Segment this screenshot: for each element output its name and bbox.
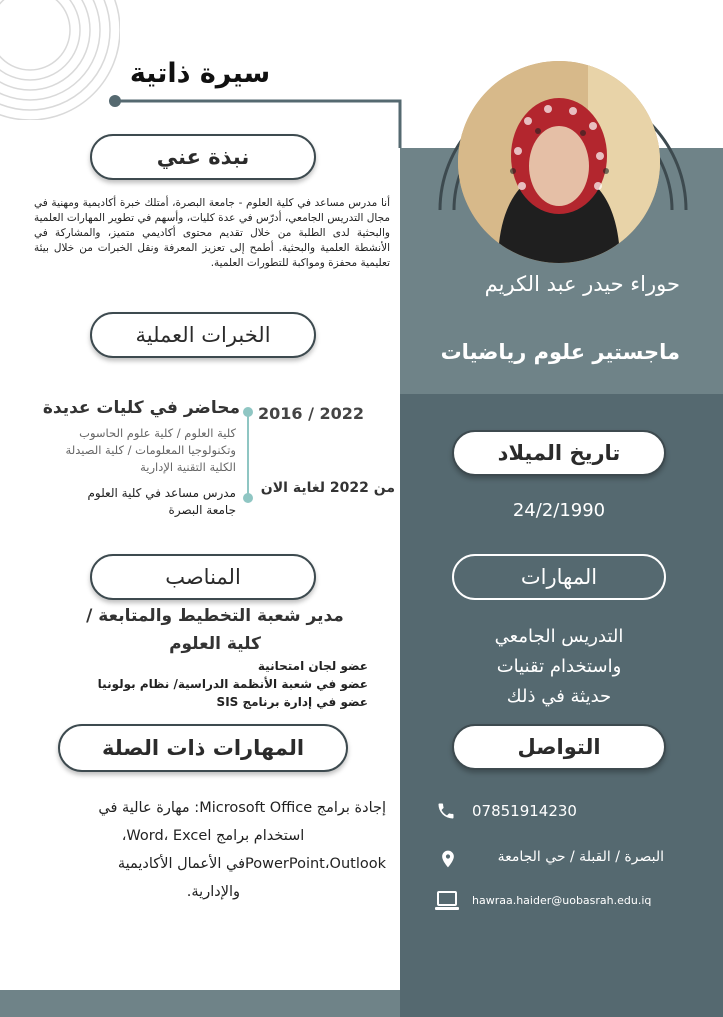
laptop-icon bbox=[434, 890, 460, 912]
contact-address: البصرة / القبلة / حي الجامعة bbox=[497, 849, 664, 865]
profile-name: حوراء حيدر عبد الكريم bbox=[484, 272, 680, 296]
experience-heading: الخبرات العملية bbox=[90, 312, 316, 358]
exp-period-1: 2016 / 2022 bbox=[258, 404, 365, 423]
birth-value: 24/2/1990 bbox=[512, 500, 606, 521]
exp-line-2a: مدرس مساعد في كلية العلوم bbox=[87, 486, 236, 500]
related-skills-heading: المهارات ذات الصلة bbox=[58, 724, 348, 772]
profile-photo bbox=[458, 61, 660, 263]
phone-icon bbox=[436, 801, 456, 821]
positions-line-2: عضو في شعبة الأنظمة الدراسية/ نظام بولونيا bbox=[97, 677, 368, 691]
positions-title-2: كلية العلوم bbox=[169, 634, 261, 654]
positions-line-3: عضو في إدارة برنامج SIS bbox=[216, 695, 368, 709]
skills-line-1: التدريس الجامعي bbox=[494, 626, 624, 647]
exp-line-1b: وتكنولوجيا المعلومات / كلية الصيدلة bbox=[65, 443, 236, 457]
positions-heading: المناصب bbox=[90, 554, 316, 600]
positions-title-1: مدير شعبة التخطيط والمتابعة / bbox=[86, 606, 344, 626]
bottom-strip bbox=[0, 990, 400, 1017]
contact-phone[interactable]: 07851914230 bbox=[472, 802, 577, 820]
location-icon bbox=[438, 847, 458, 871]
about-text: أنا مدرس مساعد في كلية العلوم - جامعة البصرة، أمتلك خبرة أكاديمية ومهنية في مجال التدريس الجامعي، أدرّس في عدة كليات، وأسهم في تطوير المهارات العلمية والبحثية لدى الطلبة من خلال تقديم محتوى أكاديمي متميز، والمشاركة في الأنشطة العلمية والبحثية. أطمح إلى تعزيز المعرفة ونقل الخبرات من خلال بيئة تعليمية محفزة ومواكبة للتطورات العلمية. bbox=[34, 197, 390, 269]
exp-period-2: من 2022 لغاية الان bbox=[260, 480, 395, 496]
skills-heading: المهارات bbox=[452, 554, 666, 600]
skills-line-2: واستخدام تقنيات bbox=[496, 656, 622, 677]
related-skills-line-3: PowerPoint،Outlookفي الأعمال الأكاديمية bbox=[117, 856, 386, 872]
profile-degree: ماجستير علوم رياضيات bbox=[440, 340, 680, 364]
exp-title-1: محاضر في كليات عديدة bbox=[42, 398, 240, 418]
related-skills-line-4: والإدارية. bbox=[186, 884, 240, 900]
positions-line-1: عضو لجان امتحانية bbox=[257, 659, 368, 673]
related-skills-line-2: استخدام برامج Word، Excel، bbox=[121, 828, 305, 844]
about-heading: نبذة عني bbox=[90, 134, 316, 180]
exp-line-1c: الكلية التقنية الإدارية bbox=[140, 460, 236, 474]
exp-line-2b: جامعة البصرة bbox=[168, 503, 236, 517]
experience-timeline bbox=[238, 402, 258, 522]
exp-line-1a: كلية العلوم / كلية علوم الحاسوب bbox=[79, 426, 236, 440]
contact-heading: التواصل bbox=[452, 724, 666, 770]
skills-line-3: حديثة في ذلك bbox=[506, 686, 612, 707]
page-title: سيرة ذاتية bbox=[129, 58, 271, 89]
contact-email[interactable]: hawraa.haider@uobasrah.edu.iq bbox=[472, 894, 652, 907]
related-skills-line-1: إجادة برامج Microsoft Office: مهارة عالية في bbox=[98, 800, 386, 816]
birth-heading: تاريخ الميلاد bbox=[452, 430, 666, 476]
